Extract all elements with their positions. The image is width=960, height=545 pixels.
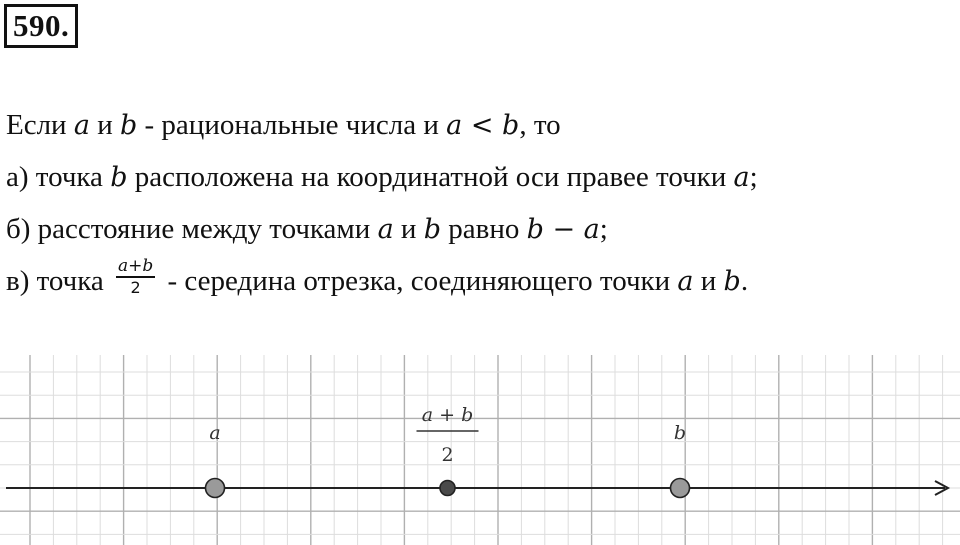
problem-statement: [6, 103, 956, 311]
var-a: a: [73, 110, 90, 141]
point-marker-mid: [440, 481, 455, 496]
text-fragment: и: [393, 213, 424, 245]
point-label-a: a: [209, 422, 221, 444]
text-fragment: .: [740, 265, 749, 297]
var-b: b: [119, 110, 138, 141]
problem-number: 590.: [4, 4, 78, 48]
point-marker-a: [206, 479, 225, 498]
var-a: a: [733, 162, 750, 193]
number-line-figure: [0, 355, 960, 545]
grid: [0, 355, 960, 545]
condition-a-less-b: a < b: [446, 110, 520, 141]
point-label-b: b: [673, 422, 687, 444]
text-fragment: и: [89, 109, 120, 141]
var-a: a: [377, 214, 394, 245]
text-fragment: расположена на координатной оси правее точки: [127, 161, 734, 193]
text-fragment: , то: [519, 109, 561, 141]
var-b: b: [110, 162, 128, 193]
text-fragment: Если: [6, 109, 74, 141]
var-a: a: [677, 266, 694, 297]
var-b: b: [423, 214, 441, 245]
point-a: [206, 422, 225, 498]
text-fragment: б) расстояние между точками: [6, 213, 378, 245]
midpoint-fraction: [116, 256, 155, 298]
text-fragment: - рациональные числа и: [137, 109, 447, 141]
text-fragment: и: [693, 265, 724, 297]
point-marker-b: [671, 479, 690, 498]
var-b: b: [723, 266, 741, 297]
point-b: [671, 422, 690, 498]
point-label-denominator: 2: [441, 444, 454, 466]
fraction-numerator: a+b: [118, 256, 154, 277]
statement-item-c: [6, 256, 956, 311]
text-fragment: в) точка: [6, 265, 111, 297]
text-fragment: ;: [599, 213, 608, 245]
number-line-diagram: [0, 355, 960, 545]
statement-item-a: [6, 155, 956, 207]
point-label-numerator: a + b: [421, 404, 474, 426]
point-mid: [417, 404, 479, 496]
statement-item-b: [6, 207, 956, 259]
expression-b-minus-a: b − a: [526, 214, 600, 245]
text-fragment: ;: [749, 161, 758, 193]
text-fragment: равно: [441, 213, 527, 245]
text-fragment: а) точка: [6, 161, 111, 193]
statement-intro: [6, 103, 956, 155]
text-fragment: - середина отрезка, соединяющего точки: [160, 265, 678, 297]
fraction-denominator: 2: [130, 278, 141, 298]
